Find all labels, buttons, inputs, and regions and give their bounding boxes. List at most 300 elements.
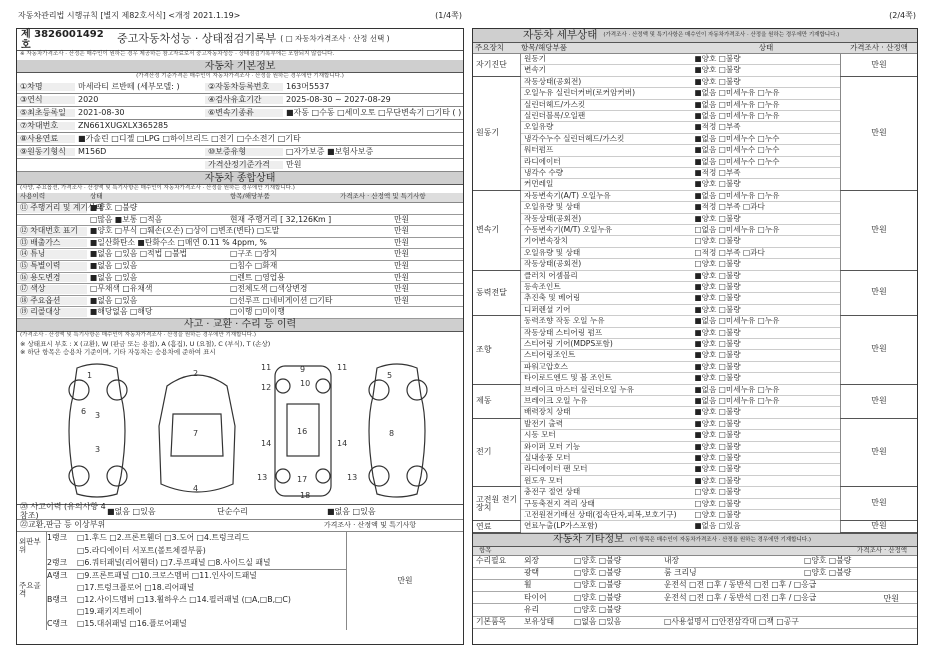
detail-section (473, 521, 917, 532)
detail-item: 연료누출(LP가스포함) (524, 521, 598, 531)
detail-item: 오일누유 실린더커버(로커암커버) (524, 88, 636, 98)
detail-state[interactable]: ■없음 □미세누유 □누유 (694, 88, 780, 98)
detail-row (521, 134, 840, 145)
accident-title: 사고 · 교환 · 수리 등 이력 (183, 319, 297, 331)
other-title: 자동차 기타정보 (553, 534, 624, 546)
detail-section (473, 191, 917, 271)
col-item: 항목/해당부품 (521, 42, 567, 52)
summary-price: 만원 (393, 260, 410, 270)
rankA-items-2[interactable]: □17.트렁크플로어 □18.리어패널 (77, 582, 195, 592)
summary-price: 만원 (393, 214, 410, 224)
detail-state[interactable]: ■양호 □불량 (694, 407, 741, 417)
detail-item: 워터펌프 (524, 145, 554, 155)
detail-device-name: 동력전달 (473, 271, 521, 316)
other-cell[interactable]: □양호 □불량 (804, 568, 852, 578)
detail-rows (521, 385, 841, 418)
page-number: (1/4쪽) (435, 11, 462, 20)
summary-state[interactable]: □침수 □화재 (230, 260, 278, 270)
detail-price: 만원 (871, 224, 887, 234)
basic-info-value[interactable]: ■가솔린 □디젤 □LPG □하이브리드 □전기 □수소전기 □기타 (78, 133, 301, 143)
detail-price: 만원 (871, 287, 887, 297)
part-label-9: 9 (300, 365, 306, 375)
other-col-item: 항목 (479, 546, 492, 555)
summary-col-header (17, 193, 463, 203)
summary-state[interactable]: ■없음 □있음 (90, 260, 138, 270)
summary-state[interactable]: □무채색 □유채색 (90, 284, 153, 294)
summary-row (17, 215, 463, 227)
part-label-18: 18 (300, 491, 311, 501)
detail-item: 오일유량 및 상태 (524, 202, 581, 212)
part-label-8: 8 (389, 429, 395, 439)
basic-info-value[interactable]: 2020 (78, 94, 99, 104)
detail-item: 실내송풍 모터 (524, 452, 571, 462)
basic-info-row (17, 146, 463, 159)
part-label-2: 2 (193, 369, 199, 379)
detail-row (521, 225, 840, 236)
detail-state[interactable]: ■양호 □불량 (694, 418, 741, 428)
accident-history-value[interactable]: ■없음 □있음 (107, 506, 156, 516)
detail-state[interactable]: ■양호 □불량 (694, 441, 741, 451)
other-heading (473, 533, 917, 547)
form-regulation: 자동차관리법 시행규칙 [별지 제82호서식] <개정 2021.1.19> (18, 11, 241, 20)
detail-item: 냉각수누수 실린더헤드/가스킷 (524, 133, 625, 143)
part-label-1: 1 (87, 371, 93, 381)
detail-device-name: 제동 (473, 385, 521, 418)
detail-state[interactable]: ■양호 □불량 (694, 452, 741, 462)
detail-state[interactable]: ■적정 □부족 □과다 (694, 202, 765, 212)
detail-price: 만원 (871, 521, 887, 531)
detail-section (473, 487, 917, 521)
detail-item: 자동변속기(A/T) 오일누유 (524, 190, 611, 200)
detail-row (521, 111, 840, 122)
basic-info-label: ⑨원동기형식 (17, 148, 75, 157)
summary-item-label: ⑰ 색상 (17, 285, 87, 294)
basic-info-label: ⑤최초등록일 (17, 109, 75, 118)
detail-item: 원동기 (524, 54, 547, 64)
part-label-11: 11 (261, 363, 272, 373)
detail-item: 시동 모터 (524, 430, 556, 440)
other-cell[interactable]: 운전석 □전 □후 / 동반석 □전 □후 / □응급 (664, 580, 817, 590)
detail-row (521, 339, 840, 350)
other-cell: 휠 (524, 580, 532, 590)
detail-state[interactable]: □없음 □미세누유 □누유 (694, 224, 780, 234)
detail-row (521, 373, 840, 384)
summary-table (17, 193, 463, 319)
detail-row (521, 328, 840, 339)
detail-state[interactable]: ■없음 □미세누유 □누유 (694, 99, 780, 109)
other-cell[interactable]: □양호 □불량 (804, 556, 852, 566)
detail-item: 라디에이터 (524, 156, 561, 166)
car-left-side-outline (69, 364, 125, 497)
detail-row (521, 168, 840, 179)
detail-state[interactable]: ■양호 □불량 (694, 464, 741, 474)
detail-item: 브레이크 마스터 실린더오일 누유 (524, 384, 634, 394)
replace-section-label: ㉒교환,판금 등 이상부위 (20, 520, 106, 530)
other-row (473, 568, 917, 580)
replace-price: 만원 (397, 575, 413, 585)
detail-row (521, 259, 840, 270)
summary-item-label: ⑫ 차대번호 표기 (17, 227, 87, 236)
summary-state[interactable]: ■일산화탄소 ■탄화수소 □매연 0.11 % 4ppm, % (90, 237, 267, 247)
other-price: 만원 (883, 594, 899, 604)
other-col-header (473, 547, 917, 556)
basic-info-title: 자동차 기본정보 (204, 60, 276, 72)
basic-info-value[interactable]: 만원 (286, 159, 302, 169)
rankA-label: A랭크 (47, 570, 68, 580)
summary-state[interactable]: □이행 □미이행 (230, 307, 285, 317)
detail-item: 실린더블록/오일팬 (524, 110, 586, 120)
detail-rows (521, 316, 841, 383)
accident-heading (17, 319, 463, 332)
other-cell[interactable]: □양호 □불량 (574, 556, 622, 566)
rank2-items[interactable]: □6.쿼터패널(리어휀더) □7.루프패널 □8.사이드실 패널 (77, 557, 271, 567)
other-cell: 기본품목 (476, 616, 507, 626)
basic-info-label: ⑦차대번호 (17, 122, 75, 131)
rank1-label: 1랭크 (47, 533, 68, 543)
detail-device-name: 조향 (473, 316, 521, 383)
detail-item: 타이로드엔드 및 볼 조인트 (524, 373, 612, 383)
detail-state[interactable]: ■양호 □불량 (694, 76, 741, 86)
detail-rows (521, 521, 841, 531)
rank2-label: 2랭크 (47, 557, 68, 567)
summary-state[interactable]: □전체도색 □색상변경 (230, 284, 308, 294)
detail-item: 파워고압호스 (524, 361, 569, 371)
detail-state[interactable]: ■양호 □불량 (694, 350, 741, 360)
basic-info-value[interactable]: ZN661XUGXLX365285 (78, 120, 169, 130)
part-label-10: 10 (300, 379, 311, 389)
summary-row (17, 238, 463, 250)
basic-info-label: ⑥변속기종류 (205, 109, 283, 118)
rankC-items[interactable]: □15.대쉬패널 □16.플로어패널 (77, 618, 187, 628)
summary-state[interactable]: ■없음 □있음 (90, 272, 138, 282)
detail-col-header (473, 43, 917, 54)
detail-state[interactable]: ■없음 □미세누유 □누유 (694, 316, 780, 326)
detail-price: 만원 (871, 498, 887, 508)
basic-info-value[interactable]: □자가보증 ■보험사보증 (286, 146, 374, 156)
detail-row (521, 419, 840, 430)
detail-rows (521, 419, 841, 486)
detail-item: 기어변속장치 (524, 236, 569, 246)
summary-state[interactable]: ■해당없음 □해당 (90, 307, 153, 317)
detail-item: 구동축전지 격리 상태 (524, 498, 595, 508)
other-cell[interactable]: □양호 □불량 (574, 568, 622, 578)
detail-device-name: 변속기 (473, 191, 521, 270)
summary-row (17, 284, 463, 296)
other-cell: 타이어 (524, 592, 547, 602)
other-cell[interactable]: 룸 크리닝 (664, 568, 697, 578)
detail-item: 라디에이터 팬 모터 (524, 464, 588, 474)
part-label-11r: 11 (337, 363, 348, 373)
summary-row (17, 249, 463, 261)
car-damage-diagram (17, 356, 461, 504)
detail-rows (521, 77, 841, 190)
basic-info-table (17, 81, 463, 172)
simple-repair-caption: 단순수리 (217, 506, 248, 516)
summary-row (17, 296, 463, 308)
detail-state[interactable]: ■양호 □불량 (694, 179, 741, 189)
summary-price: 만원 (393, 295, 410, 305)
detail-state[interactable]: ■없음 □미세누수 □누수 (694, 145, 780, 155)
special-notes-col: 가격조사 · 산정액 및 특기사항 (323, 520, 417, 529)
detail-device-name: 전기 (473, 419, 521, 486)
detail-state[interactable]: ■양호 □불량 (694, 430, 741, 440)
summary-row (17, 261, 463, 273)
other-cell[interactable]: □양호 □불량 (574, 592, 622, 602)
basic-info-row (17, 159, 463, 172)
detail-state[interactable]: ■없음 □미세누유 □누유 (694, 384, 780, 394)
detail-state[interactable]: □양호 □불량 (694, 509, 741, 519)
basic-info-label: ②자동차등록번호 (205, 83, 283, 92)
detail-row (521, 191, 840, 202)
col-price: 가격조사 · 산정액 (850, 42, 908, 52)
detail-state[interactable]: ■없음 □미세누수 □누수 (694, 133, 780, 143)
part-label-13r: 13 (347, 473, 358, 483)
summary-price: 만원 (393, 272, 410, 282)
detail-state[interactable]: ■양호 □불량 (694, 293, 741, 303)
detail-item: 배력장치 상태 (524, 407, 571, 417)
basic-info-value[interactable]: ■자동 □수동 □세미오토 □무단변속기 □기타 ( ) (286, 107, 462, 117)
detail-row (521, 202, 840, 213)
detail-row (521, 236, 840, 247)
basic-info-heading (17, 60, 463, 73)
detail-row (521, 214, 840, 225)
summary-item-label: ⑭ 튜닝 (17, 250, 87, 259)
detail-state[interactable]: ■없음 □미세누수 □누수 (694, 156, 780, 166)
basic-info-label: ⑧사용연료 (17, 135, 75, 144)
detail-row (521, 157, 840, 168)
detail-item: 충전구 절연 상태 (524, 487, 581, 497)
simple-repair-value[interactable]: ■없음 □있음 (327, 506, 376, 516)
detail-item: 추진축 및 베어링 (524, 293, 581, 303)
other-cell[interactable]: 운전석 □전 □후 / 동반석 □전 □후 / □응급 (664, 592, 817, 602)
detail-row (521, 100, 840, 111)
summary-item-label: ⑲ 리콜대상 (17, 308, 87, 317)
detail-note: (가격조사 · 산정액 및 특기사항은 매수인이 자동차가격조사 · 산정을 원하는 경우에만 기재합니다.) (603, 32, 840, 39)
other-row (473, 604, 917, 616)
summary-state[interactable]: □구조 □장치 (230, 249, 278, 259)
detail-row (521, 248, 840, 259)
summary-title: 자동차 종합상태 (204, 172, 276, 184)
detail-state[interactable]: □양호 □불량 (694, 259, 741, 269)
basic-info-label: 가격산정기준가격 (205, 161, 283, 170)
basic-info-value[interactable]: M156D (78, 146, 107, 156)
page-2-frame (472, 28, 918, 645)
rankA-items[interactable]: □9.프론트패널 □10.크로스멤버 □11.인사이드패널 (77, 570, 257, 580)
legend-note: ※ 하단 항목은 승용차 기준이며, 기타 자동차는 승용차에 준하여 표시 (20, 348, 216, 357)
wheel-rl (69, 466, 89, 486)
basic-info-value[interactable]: 마세라티 르반떼 (세부모델: ) (78, 81, 180, 91)
summary-state[interactable]: □선루프 □네비게이션 □기타 (230, 295, 333, 305)
basic-info-note: (가격산정 기준가격은 매수인이 자동차가격조사 · 산정을 원하는 경우에만 기재합니다.) (136, 73, 344, 79)
detail-row (521, 476, 840, 487)
summary-col-1: 상태 (90, 192, 103, 200)
other-cell: 보유상태 (524, 616, 555, 626)
summary-price: 만원 (393, 249, 410, 259)
document-number: 제 3826001492호 (21, 28, 104, 51)
detail-state[interactable]: □양호 □불량 (694, 236, 741, 246)
wheel-rr (107, 466, 127, 486)
detail-section (473, 419, 917, 487)
price-opt-checkbox[interactable]: ( □ 자동차가격조사 · 산정 선택 ) (280, 34, 390, 44)
other-cell[interactable]: □사용설명서 □안전삼각대 □잭 □공구 (664, 616, 799, 626)
col-device: 주요장치 (475, 42, 504, 52)
summary-row (17, 226, 463, 238)
detail-item: 등속조인트 (524, 282, 561, 291)
basic-info-value[interactable]: 2021-08-30 (78, 107, 125, 117)
detail-price: 만원 (871, 59, 887, 69)
part-label-7: 7 (193, 429, 199, 439)
detail-row (521, 430, 840, 441)
detail-item: 와이퍼 모터 기능 (524, 441, 581, 451)
summary-state[interactable]: □많음 ■보통 □적음 (90, 214, 163, 224)
document-title: 중고자동차성능 · 상태점검기록부 (117, 32, 277, 46)
summary-state[interactable]: ■없음 □있음 □적법 □불법 (90, 249, 188, 259)
detail-row (521, 179, 840, 190)
detail-row (521, 282, 840, 293)
wheel-fr (107, 380, 127, 400)
detail-state[interactable]: ■적정 □부족 (694, 167, 741, 177)
detail-state[interactable]: □양호 □불량 (694, 498, 741, 508)
detail-state[interactable]: ■양호 □불량 (694, 65, 741, 75)
detail-price: 만원 (871, 127, 887, 137)
detail-row (521, 453, 840, 464)
detail-row (521, 88, 840, 99)
other-cell: 수리필요 (476, 556, 507, 566)
outer-panel-label: 외판부위 (19, 537, 41, 555)
detail-row (521, 316, 840, 327)
detail-item: 스티어링조인트 (524, 350, 576, 360)
basic-info-label: ①차명 (17, 83, 75, 92)
page-2 (472, 12, 918, 645)
detail-item: 윈도우 모터 (524, 475, 564, 485)
part-label-17: 17 (297, 475, 308, 485)
basic-info-value[interactable]: 2025-08-30 ~ 2027-08-29 (286, 94, 391, 104)
detail-state[interactable]: □양호 □불량 (694, 487, 741, 497)
detail-state[interactable]: □적정 □부족 □과다 (694, 247, 765, 257)
part-label-16: 16 (297, 427, 308, 437)
detail-state[interactable]: ■없음 □미세누유 □누유 (694, 190, 780, 200)
detail-item: 커먼레일 (524, 179, 554, 189)
basic-info-label: ④검사유효기간 (205, 96, 283, 105)
detail-price: 만원 (871, 344, 887, 354)
other-table (473, 556, 917, 629)
summary-col-2: 항목/해당부품 (230, 192, 270, 200)
part-label-12: 12 (261, 383, 272, 393)
main-frame-label: 주요골격 (19, 581, 41, 599)
car-right-side-outline (369, 364, 425, 497)
detail-row (521, 442, 840, 453)
summary-note: (사양, 주요옵션, 가격조사 · 산정액 및 특기사항은 매수인이 자동차가격조사 · 산정을 원하는 경우에만 기재합니다.) (20, 185, 295, 191)
basic-info-value[interactable]: 163머5537 (286, 81, 330, 91)
rankB-items[interactable]: □12.사이드멤버 □13.휠하우스 □14.필러패널 (□A,□B,□C) (77, 594, 291, 604)
detail-state[interactable]: ■양호 □불량 (694, 338, 741, 348)
summary-price: 만원 (393, 237, 410, 247)
detail-state[interactable]: ■양호 □불량 (694, 373, 741, 383)
detail-state[interactable]: ■양호 □불량 (694, 475, 741, 485)
detail-row (521, 271, 840, 282)
other-cell[interactable]: □양호 □불량 (574, 580, 622, 590)
detail-row (521, 305, 840, 316)
other-cell[interactable]: □양호 □불량 (574, 604, 622, 614)
summary-item-label: ⑪ 주행거리 및 계기상태 (17, 204, 87, 213)
rank1-items[interactable]: □1.후드 □2.프론트휀더 □3.도어 □4.트렁크리드 (77, 533, 250, 543)
detail-state[interactable]: ■없음 □있음 (694, 521, 741, 531)
title-note: ※ 자동차가격조사 · 산정은 매수인이 원하는 경우 제공하는 참고자료로서 중고자동차성능 · 상태점검기록부에는 포함되지 않습니다. (20, 51, 335, 57)
detail-state[interactable]: ■양호 □불량 (694, 327, 741, 337)
detail-section (473, 271, 917, 317)
detail-row (521, 362, 840, 373)
summary-price: 만원 (393, 226, 410, 236)
detail-row (521, 77, 840, 88)
detail-row (521, 385, 840, 396)
summary-state[interactable]: □렌트 □영업용 (230, 272, 285, 282)
detail-row (521, 122, 840, 133)
detail-item: 스티어링 기어(MDPS포함) (524, 338, 613, 348)
other-cell[interactable]: □없음 □있음 (574, 616, 622, 626)
detail-section (473, 54, 917, 77)
detail-section (473, 385, 917, 419)
detail-state[interactable]: ■양호 □불량 (694, 282, 741, 291)
other-cell: 외장 (524, 556, 540, 566)
detail-item: 오일유량 및 상태 (524, 247, 581, 257)
basic-info-row (17, 94, 463, 107)
detail-row (521, 145, 840, 156)
other-row (473, 556, 917, 568)
detail-device-name: 원동기 (473, 77, 521, 190)
detail-item: 변속기 (524, 65, 547, 75)
detail-item: 작동상태(공회전) (524, 213, 582, 223)
summary-row (17, 273, 463, 285)
other-col-price: 가격조사 · 산정액 (856, 546, 908, 555)
detail-row (521, 54, 840, 65)
other-note: (이 항목은 매수인이 자동차가격조사 · 산정을 원하는 경우에만 기재합니다.) (629, 536, 811, 543)
summary-item-label: ⑮ 특별이력 (17, 262, 87, 271)
detail-state[interactable]: ■양호 □불량 (694, 304, 741, 314)
detail-state[interactable]: ■양호 □불량 (694, 270, 741, 280)
rankB-items-2[interactable]: □19.패키지트레이 (77, 606, 142, 616)
detail-state[interactable]: ■양호 □불량 (694, 361, 741, 371)
detail-state[interactable]: ■없음 □미세누유 □누유 (694, 110, 780, 120)
accident-note: (가격조사 · 산정액 및 특기사항은 매수인이 자동차가격조사 · 산정을 원하는 경우에만 기재합니다.) (20, 331, 256, 338)
detail-state[interactable]: ■없음 □미세누유 □누유 (694, 395, 780, 405)
rankB-label: B랭크 (47, 594, 68, 604)
detail-title: 자동차 세부상태 (523, 28, 598, 41)
detail-item: 작동상태 스티어링 펌프 (524, 327, 603, 337)
other-row (473, 592, 917, 604)
detail-row (521, 293, 840, 304)
accident-history-label: ⑳ 사고이력 (유의사항 4 참조) (20, 502, 106, 521)
summary-state[interactable]: ■없음 □있음 (90, 295, 138, 305)
detail-state[interactable]: ■양호 □불량 (694, 54, 741, 64)
summary-item-label: ⑬ 배출가스 (17, 239, 87, 248)
detail-item: 수동변속기(M/T) 오일누유 (524, 224, 613, 234)
detail-item: 동력조향 작동 오일 누유 (524, 316, 605, 326)
summary-state[interactable]: 현재 주행거리 [ 32,126Km ] (230, 214, 332, 224)
detail-item: 디퍼렌셜 기어 (524, 304, 571, 314)
basic-info-row (17, 107, 463, 120)
detail-item: 작동상태(공회전) (524, 259, 582, 269)
detail-row (521, 487, 840, 498)
detail-state[interactable]: ■적정 □부족 (694, 122, 741, 132)
rank1-items-2[interactable]: □5.라디에이터 서포트(볼트체결부품) (77, 545, 206, 555)
other-cell[interactable]: 내장 (664, 556, 680, 566)
detail-rows (521, 54, 841, 76)
summary-state[interactable]: ■양호 □불량 (90, 203, 138, 213)
detail-state[interactable]: ■양호 □불량 (694, 213, 741, 223)
summary-row (17, 203, 463, 215)
detail-item: 오일유량 (524, 122, 554, 132)
summary-state[interactable]: ■양호 □부식 □훼손(오손) □상이 □변조(변타) □도말 (90, 226, 280, 236)
